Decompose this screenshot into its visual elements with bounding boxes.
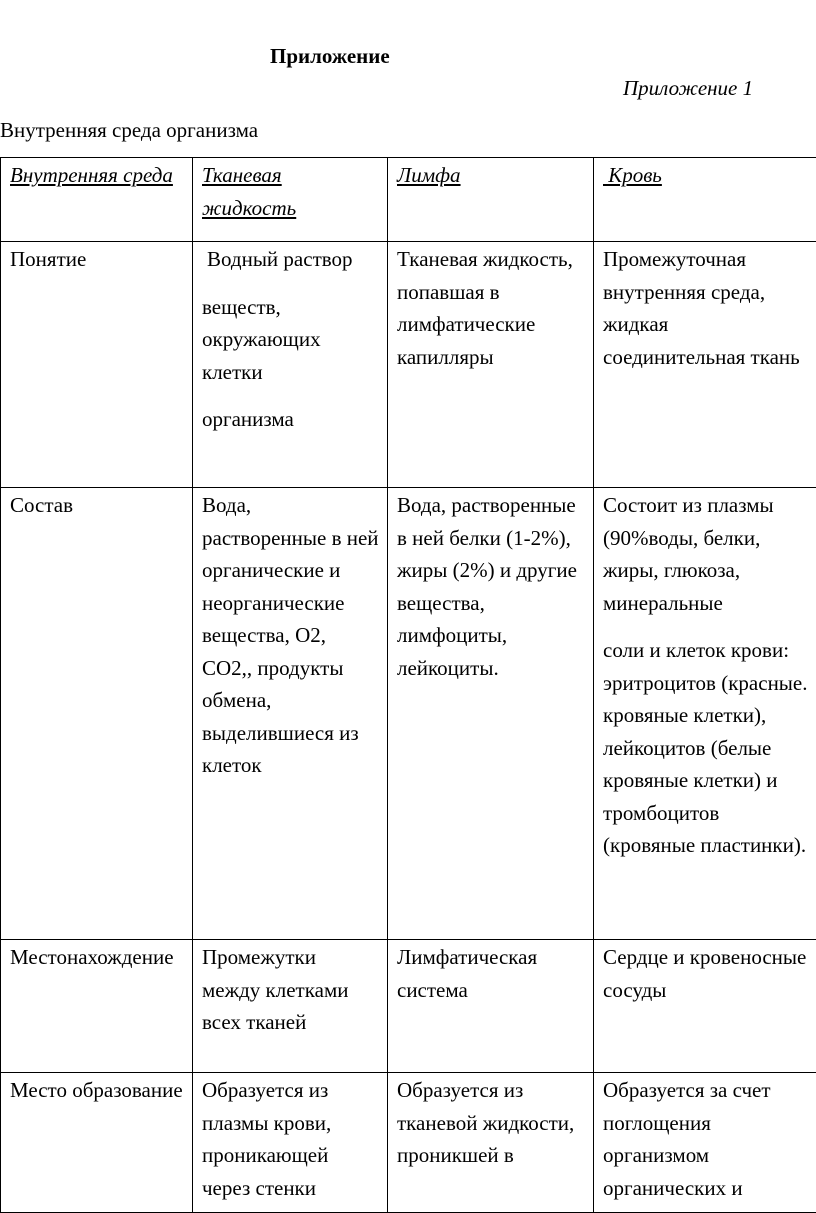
table-row [1,1073,816,1213]
cell-blood-concept: Промежуточная внутренняя среда, жидкая соединительная ткань [594,242,816,488]
row-label-location: Местонахождение [1,940,193,1073]
row-label-origin: Место образование [1,1073,193,1213]
header-internal-environment: Внутренняя среда [1,158,193,242]
cell-tissue-location: Промежутки между клетками всех тканей [193,940,388,1073]
appendix-label: Приложение 1 [623,76,753,101]
table-row [1,242,816,488]
internal-environment-table [0,157,816,1213]
cell-lymph-composition: Вода, растворенные в ней белки (1-2%), жиры (2%) и другие вещества, лимфоциты, лейкоциты. [388,488,594,940]
cell-lymph-location: Лимфатическая система [388,940,594,1073]
cell-blood-location: Сердце и кровеносные сосуды [594,940,816,1073]
row-label-concept: Понятие [1,242,193,488]
cell-blood-composition: Состоит из плазмы (90%воды, белки, жиры, глюкоза, минеральные соли и клеток крови: эритроцитов (красные. кровяные клетки), лейкоцитов (белые кровяные клетки) и тромбоцитов (кровяные пластинки). [594,488,816,940]
row-label-composition: Состав [1,488,193,940]
table-row [1,940,816,1073]
page-heading: Приложение [270,44,390,69]
cell-lymph-origin: Образуется из тканевой жидкости, проникшей в [388,1073,594,1213]
header-blood: Кровь [594,158,816,242]
cell-tissue-origin: Образуется из плазмы крови, проникающей через стенки [193,1073,388,1213]
cell-blood-origin: Образуется за счет поглощения организмом органических и [594,1073,816,1213]
header-lymph: Лимфа [388,158,594,242]
table-header-row [1,158,816,242]
cell-tissue-concept: Водный раствор веществ, окружающих клетки организма [193,242,388,488]
cell-tissue-composition: Вода, растворенные в ней органические и неорганические вещества, О2, СО2,, продукты обмена, выделившиеся из клеток [193,488,388,940]
table-title: Внутренняя среда организма [0,118,258,143]
table-row [1,488,816,940]
header-tissue-fluid: Тканевая жидкость [193,158,388,242]
cell-lymph-concept: Тканевая жидкость, попавшая в лимфатические капилляры [388,242,594,488]
